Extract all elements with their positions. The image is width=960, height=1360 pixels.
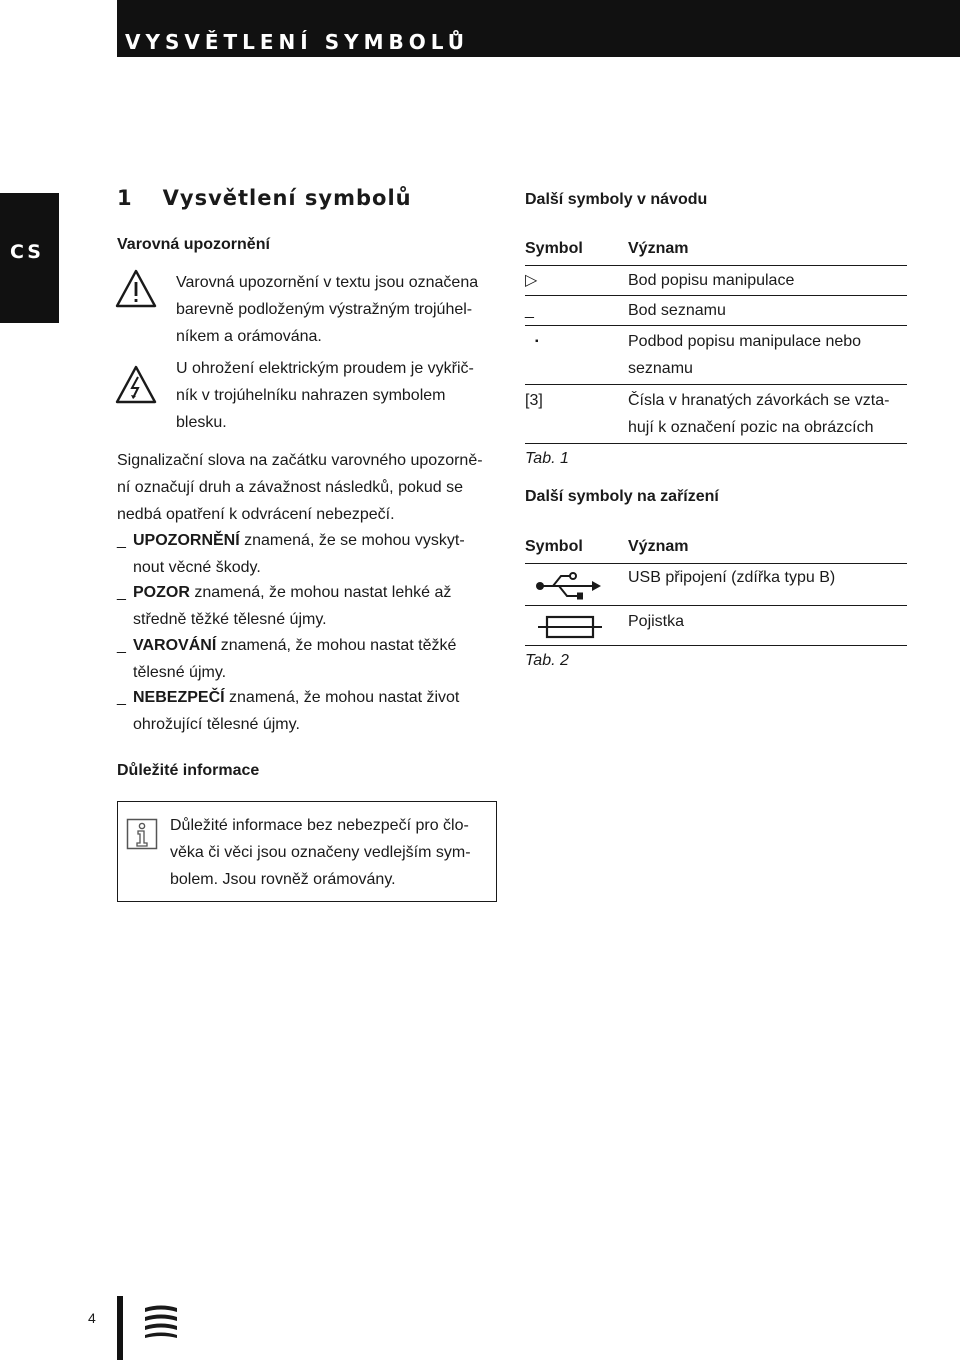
table1-col-symbol: Symbol (525, 240, 583, 257)
table-rule (525, 265, 907, 266)
signal-description: znamená, že mohou nastat lehké až (189, 584, 452, 601)
table1-meaning: seznamu (628, 360, 693, 377)
table1-heading: Další symboly v návodu (525, 191, 708, 208)
header-bar (117, 0, 960, 57)
table-rule (525, 645, 907, 646)
signal-word: UPOZORNĚNÍ (133, 532, 240, 549)
page-number: 4 (88, 1310, 96, 1326)
table-rule (525, 325, 907, 326)
table2-heading: Další symboly na zařízení (525, 488, 719, 505)
table1-meaning: Podbod popisu manipulace nebo (628, 333, 862, 350)
list-item-cont: středně těžké tělesné újmy. (133, 611, 327, 628)
table1-symbol: [3] (525, 392, 543, 409)
table2-col-symbol: Symbol (525, 538, 583, 555)
list-item-cont: tělesné újmy. (133, 664, 227, 681)
list-item (117, 684, 459, 711)
important-text-line: věka či věci jsou označeny vedlejším sym- (170, 844, 471, 861)
important-text-line: Důležité informace bez nebezpečí pro člo- (170, 817, 469, 834)
signal-word: POZOR (133, 584, 190, 601)
table1-meaning: Čísla v hranatých závorkách se vzta- (628, 392, 890, 409)
header-title: VYSVĚTLENÍ SYMBOLŮ (125, 30, 470, 54)
footer-rule (117, 1296, 123, 1360)
list-item (117, 579, 451, 606)
signal-description: znamená, že se mohou vyskyt- (239, 532, 465, 549)
important-heading: Důležité informace (117, 762, 260, 779)
table2-meaning: USB připojení (zdířka typu B) (628, 569, 836, 586)
info-icon (126, 818, 158, 850)
brand-logo-icon (141, 1300, 181, 1340)
language-code: CS (10, 241, 44, 263)
signal-words-text: Signalizační slova na začátku varovného upozorně- (117, 452, 483, 469)
table1-caption: Tab. 1 (525, 450, 569, 467)
table1-col-meaning: Význam (628, 240, 689, 257)
warning-text-line: barevně podloženým výstražným trojúhel- (176, 301, 473, 318)
table-rule (525, 605, 907, 606)
table1-meaning: Bod popisu manipulace (628, 272, 795, 289)
signal-word: VAROVÁNÍ (133, 637, 217, 654)
table1-symbol: _ (525, 302, 534, 319)
usb-icon (535, 571, 603, 601)
table1-symbol: ▪ (535, 336, 539, 347)
list-item (117, 527, 465, 554)
list-dash: _ (117, 584, 126, 601)
signal-words-text: ní označují druh a závažnost následků, pokud se (117, 479, 463, 496)
signal-word: NEBEZPEČÍ (133, 689, 225, 706)
table1-meaning: Bod seznamu (628, 302, 726, 319)
warning-triangle-icon (114, 268, 158, 310)
table2-col-meaning: Význam (628, 538, 689, 555)
signal-words-text: nedbá opatření k odvrácení nebezpečí. (117, 506, 395, 523)
section-title: Vysvětlení symbolů (162, 186, 412, 210)
warnings-heading: Varovná upozornění (117, 236, 270, 253)
warning-text-line: Varovná upozornění v textu jsou označena (176, 274, 479, 291)
important-text-line: bolem. Jsou rovněž orámovány. (170, 871, 396, 888)
list-item (117, 632, 456, 659)
section-heading (117, 186, 412, 210)
warning-text-line: U ohrožení elektrickým proudem je vykřič- (176, 360, 474, 377)
warning-text-line: níkem a orámována. (176, 328, 322, 345)
list-item-cont: ohrožující tělesné újmy. (133, 716, 300, 733)
section-number: 1 (117, 186, 133, 210)
list-dash: _ (117, 637, 126, 654)
table2-caption: Tab. 2 (525, 652, 569, 669)
table-rule (525, 443, 907, 444)
table-rule (525, 384, 907, 385)
list-dash: _ (117, 689, 126, 706)
list-item-cont: nout věcné škody. (133, 559, 261, 576)
list-dash: _ (117, 532, 126, 549)
table-rule (525, 295, 907, 296)
table2-meaning: Pojistka (628, 613, 685, 630)
table1-meaning: hují k označení pozic na obrázcích (628, 419, 874, 436)
warning-text-line: blesku. (176, 414, 227, 431)
table1-symbol: ▷ (525, 272, 538, 289)
electrical-hazard-icon (114, 364, 158, 406)
warning-text-line: ník v trojúhelníku nahrazen symbolem (176, 387, 446, 404)
signal-description: znamená, že mohou nastat těžké (216, 637, 457, 654)
language-tab (0, 193, 59, 323)
signal-description: znamená, že mohou nastat život (224, 689, 460, 706)
fuse-icon (538, 614, 602, 640)
